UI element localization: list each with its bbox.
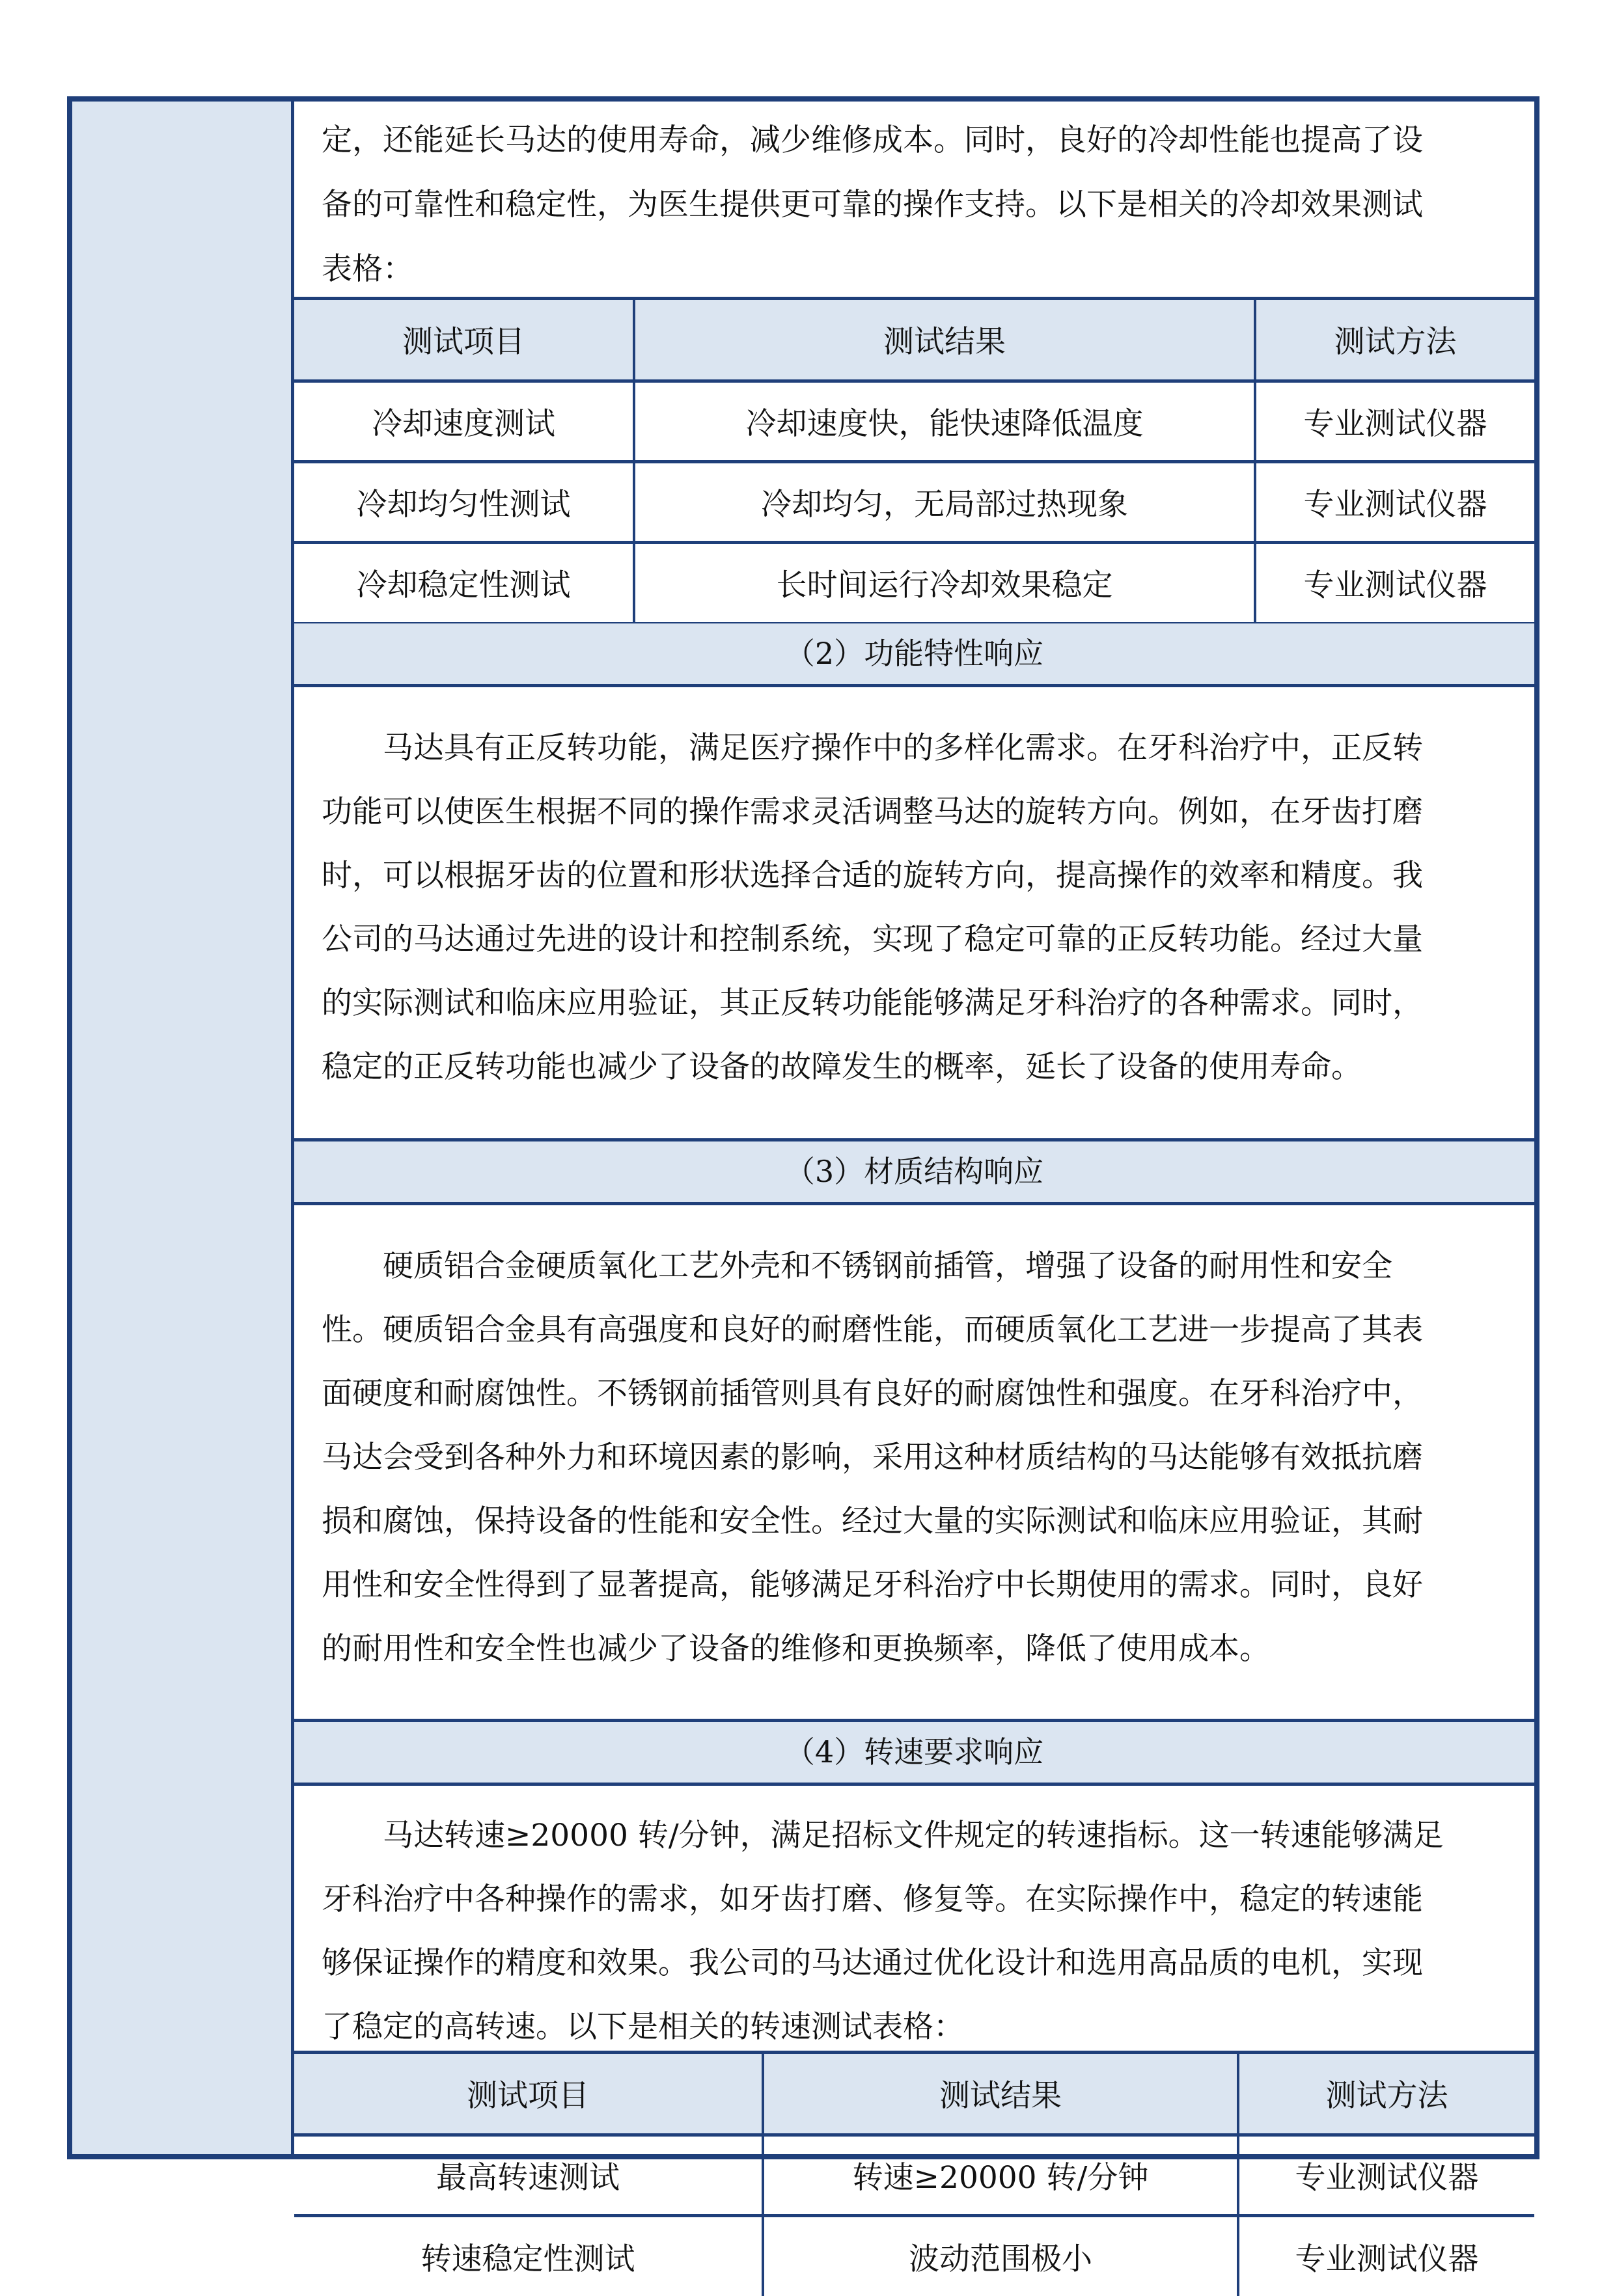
text-line: 性。硬质铝合金具有高强度和良好的耐磨性能，而硬质氧化工艺进一步提高了其表: [322, 1312, 1423, 1348]
column-header: 测试结果: [763, 2054, 1238, 2135]
column-header: 测试结果: [634, 300, 1255, 381]
text-line: 稳定的正反转功能也减少了设备的故障发生的概率，延长了设备的使用寿命。: [322, 1049, 1362, 1085]
table-header-row: [294, 300, 1534, 381]
text-line: 了稳定的高转速。以下是相关的转速测试表格：: [322, 2009, 964, 2045]
column-header: 测试项目: [294, 2054, 763, 2135]
table-cell: 专业测试仪器: [1295, 2241, 1479, 2277]
table-row: [294, 542, 1534, 623]
column-header: 测试方法: [1255, 300, 1534, 381]
table-cell: 冷却速度测试: [294, 381, 634, 461]
text-line: 面硬度和耐腐蚀性。不锈钢前插管则具有良好的耐腐蚀性和强度。在牙科治疗中，: [322, 1376, 1423, 1412]
content-column: [294, 102, 1534, 2277]
text-line: 马达会受到各种外力和环境因素的影响，采用这种材质结构的马达能够有效抵抗磨: [322, 1440, 1423, 1475]
section-heading: （3）材质结构响应: [294, 1141, 1534, 1205]
section-heading: （2）功能特性响应: [294, 623, 1534, 687]
table-row: [294, 2215, 1534, 2296]
table-cell: 专业测试仪器: [1255, 381, 1534, 461]
text-line: 的耐用性和安全性也减少了设备的维修和更换频率，降低了使用成本。: [322, 1631, 1270, 1667]
section-paragraph: [294, 1205, 1534, 1722]
text-line: 牙科治疗中各种操作的需求，如牙齿打磨、修复等。在实际操作中，稳定的转速能: [322, 1881, 1423, 1917]
table-row: [294, 381, 1534, 461]
text-line: 够保证操作的精度和效果。我公司的马达通过优化设计和选用高品质的电机，实现: [322, 1945, 1423, 1981]
table-cell: 冷却均匀，无局部过热现象: [634, 461, 1255, 542]
column-header: 测试项目: [294, 300, 634, 381]
table-row: [294, 2135, 1534, 2215]
text-line: 用性和安全性得到了显著提高，能够满足牙科治疗中长期使用的需求。同时，良好: [322, 1567, 1423, 1603]
table-cell: 转速稳定性测试: [294, 2215, 763, 2296]
column-header: 测试方法: [1238, 2054, 1534, 2135]
speed-test-table: [294, 2054, 1534, 2296]
document-frame: [67, 96, 1539, 2277]
section-heading: （4）转速要求响应: [294, 1722, 1534, 1786]
text-line: 马达转速≥20000 转/分钟，满足招标文件规定的转速指标。这一转速能够满足: [383, 1818, 1444, 1853]
table-cell: 冷却稳定性测试: [294, 542, 634, 623]
text-line: 硬质铝合金硬质氧化工艺外壳和不锈钢前插管，增强了设备的耐用性和安全: [383, 1248, 1392, 1284]
cooling-test-table: [294, 300, 1534, 625]
text-line: 表格：: [322, 251, 413, 287]
section-paragraph: [294, 1786, 1534, 2054]
table-cell: 冷却速度快，能快速降低温度: [634, 381, 1255, 461]
table-header-row: [294, 2054, 1534, 2135]
text-line: 损和腐蚀，保持设备的性能和安全性。经过大量的实际测试和临床应用验证，其耐: [322, 1503, 1423, 1539]
text-line: 定，还能延长马达的使用寿命，减少维修成本。同时，良好的冷却性能也提高了设: [322, 122, 1423, 158]
table-cell: 专业测试仪器: [1255, 461, 1534, 542]
text-line: 马达具有正反转功能，满足医疗操作中的多样化需求。在牙科治疗中，正反转: [383, 730, 1423, 766]
table-cell: 转速≥20000 转/分钟: [763, 2135, 1238, 2215]
intro-paragraph: [294, 102, 1534, 300]
table-cell: 最高转速测试: [294, 2135, 763, 2215]
text-line: 公司的马达通过先进的设计和控制系统，实现了稳定可靠的正反转功能。经过大量: [322, 922, 1423, 957]
text-line: 功能可以使医生根据不同的操作需求灵活调整马达的旋转方向。例如，在牙齿打磨: [322, 794, 1423, 830]
side-label-column: [72, 102, 294, 2154]
table-row: [294, 461, 1534, 542]
section-paragraph: [294, 687, 1534, 1141]
table-cell: 冷却均匀性测试: [294, 461, 634, 542]
table-cell: 长时间运行冷却效果稳定: [634, 542, 1255, 623]
text-line: 的实际测试和临床应用验证，其正反转功能能够满足牙科治疗的各种需求。同时，: [322, 985, 1423, 1021]
table-cell: 专业测试仪器: [1255, 542, 1534, 623]
table-cell: 波动范围极小: [763, 2215, 1238, 2296]
table-cell: 专业测试仪器: [1238, 2135, 1534, 2215]
text-line: 备的可靠性和稳定性，为医生提供更可靠的操作支持。以下是相关的冷却效果测试: [322, 187, 1423, 223]
text-line: 时，可以根据牙齿的位置和形状选择合适的旋转方向，提高操作的效率和精度。我: [322, 858, 1423, 894]
